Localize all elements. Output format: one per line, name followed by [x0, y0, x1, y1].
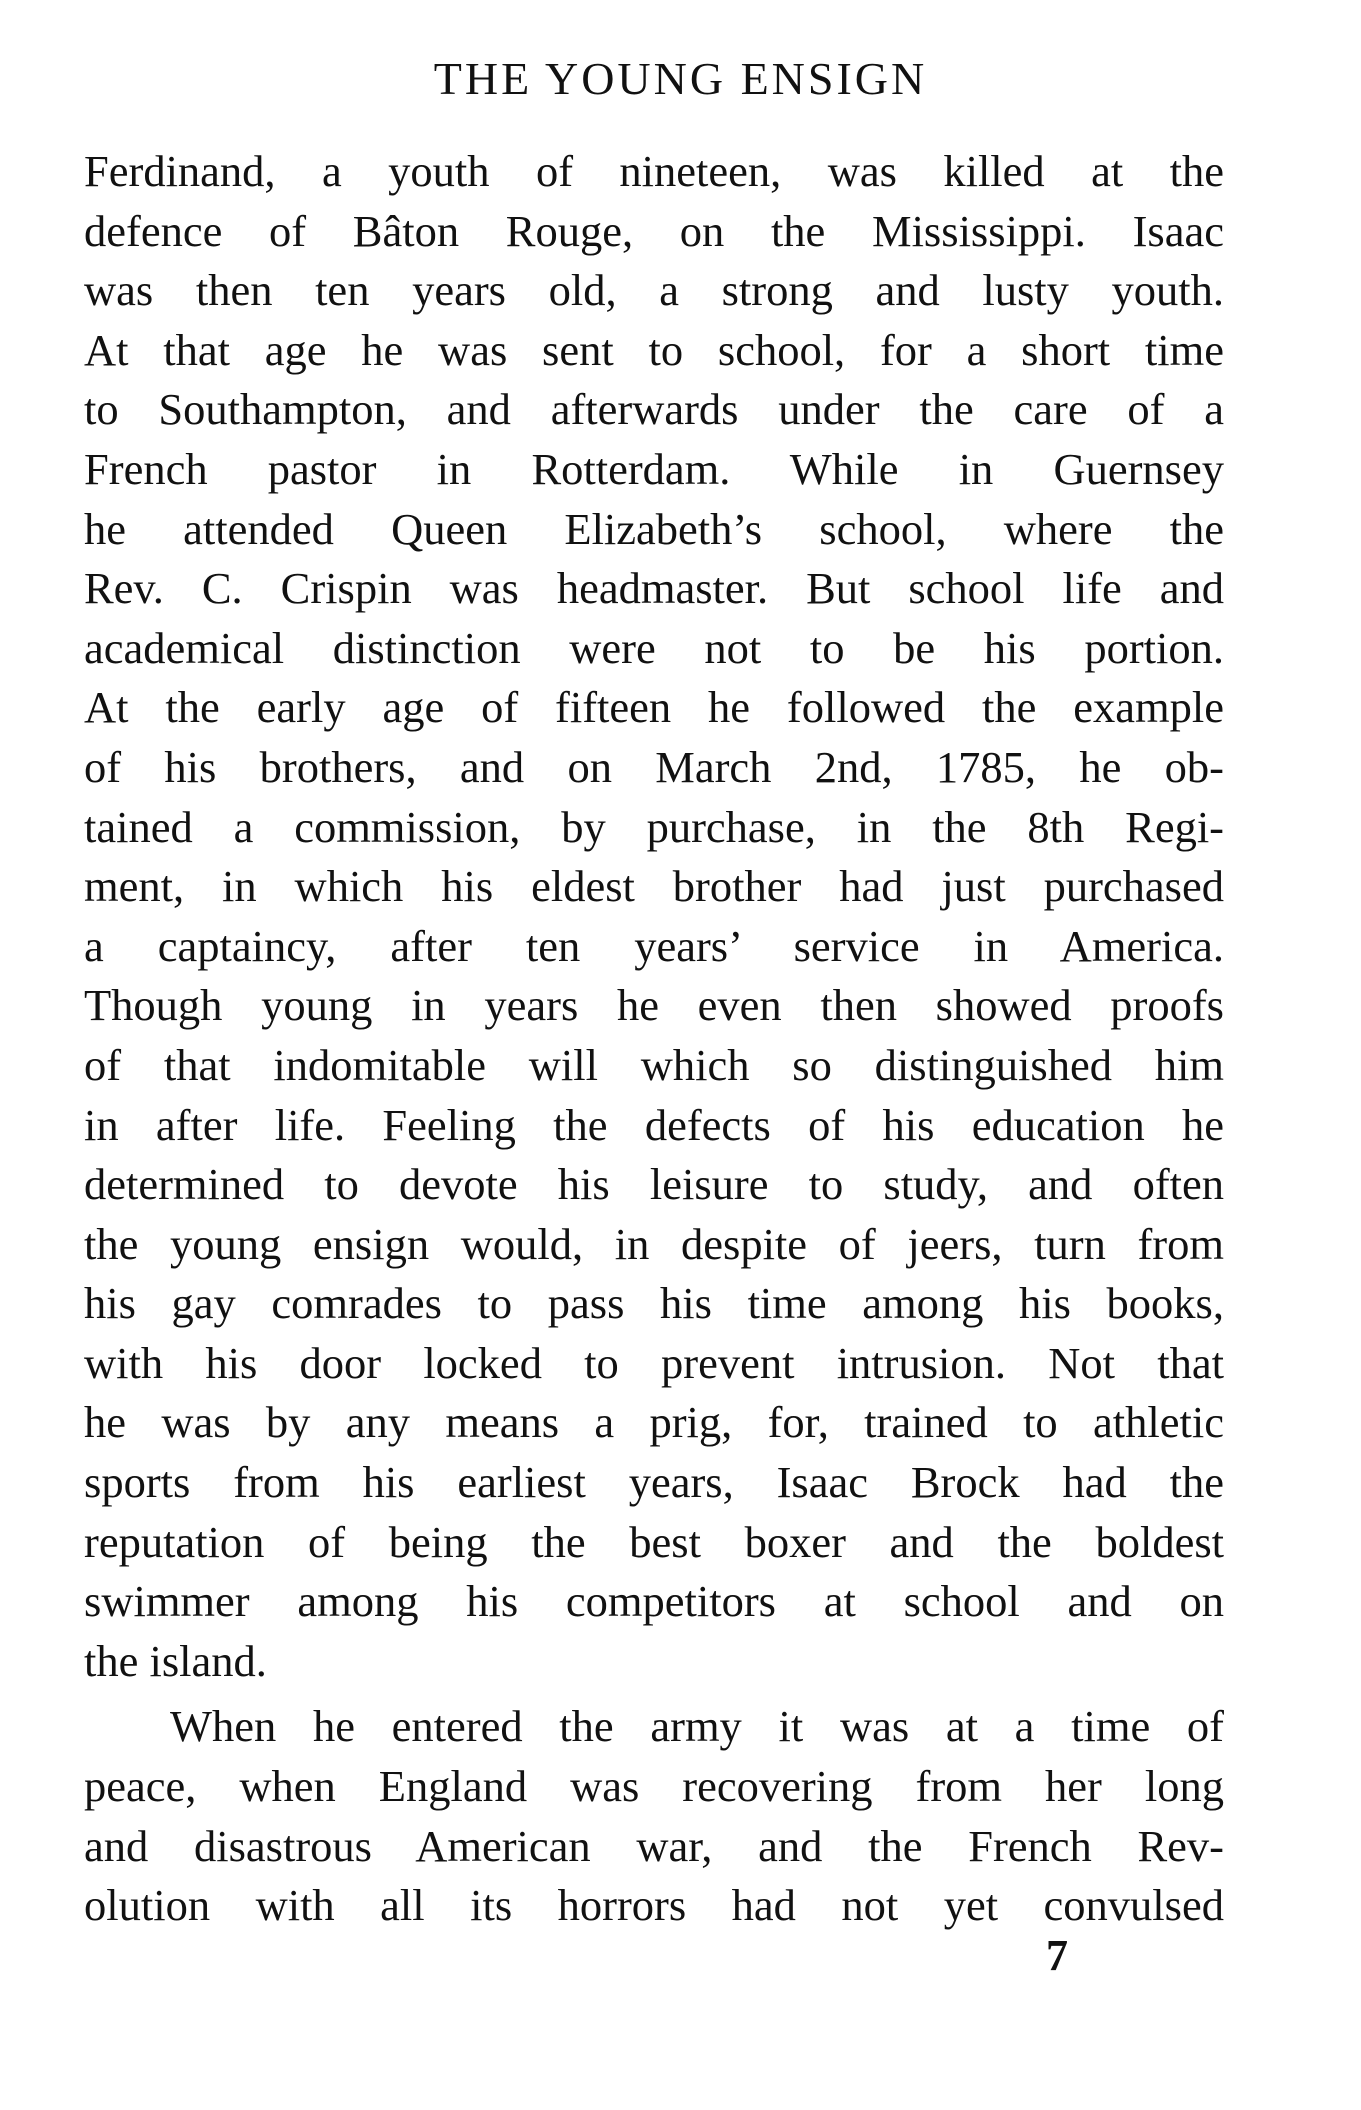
text-line: Rev. C. Crispin was headmaster. But school life and [84, 563, 1224, 614]
text-line: reputation of being the best boxer and the boldest [84, 1516, 1224, 1567]
text-line: Ferdinand, a youth of nineteen, was killed at the [84, 146, 1224, 196]
text-line: his gay comrades to pass his time among his books, [84, 1278, 1224, 1329]
text-line: to Southampton, and afterwards under the care of a [84, 384, 1224, 435]
text-line: with his door locked to prevent intrusion. Not that [84, 1337, 1224, 1388]
text-line: a captaincy, after ten years’ service in America. [84, 920, 1224, 971]
text-line: he attended Queen Elizabeth’s school, where the [84, 503, 1224, 554]
text-line: sports from his earliest years, Isaac Brock had the [84, 1457, 1224, 1508]
text-line: swimmer among his competitors at school and on [84, 1576, 1224, 1627]
text-line: peace, when England was recovering from her long [84, 1761, 1224, 1812]
text-line: the island. [84, 1635, 267, 1686]
text-line: determined to devote his leisure to study, and often [84, 1159, 1224, 1210]
body-text [84, 142, 1224, 1936]
text-line: was then ten years old, a strong and lusty youth. [84, 265, 1224, 316]
text-line: At the early age of fifteen he followed the example [84, 682, 1224, 733]
text-line: ment, in which his eldest brother had just purchased [84, 861, 1224, 912]
page-number: 7 [1046, 1931, 1068, 1980]
paragraph-1 [84, 142, 1224, 1691]
text-line: and disastrous American war, and the French Rev- [84, 1820, 1224, 1871]
text-line: French pastor in Rotterdam. While in Guernsey [84, 443, 1224, 494]
text-line: When he entered the army it was at a time of [170, 1701, 1224, 1752]
text-line: of his brothers, and on March 2nd, 1785, he ob- [84, 741, 1224, 792]
text-line: of that indomitable will which so distinguished him [84, 1039, 1224, 1090]
text-line: tained a commission, by purchase, in the 8th Regi- [84, 801, 1224, 852]
text-line: he was by any means a prig, for, trained to athletic [84, 1397, 1224, 1448]
text-line: defence of Bâton Rouge, on the Mississippi. Isaac [84, 205, 1224, 256]
paragraph-2 [84, 1697, 1224, 1935]
text-line: the young ensign would, in despite of jeers, turn from [84, 1218, 1224, 1269]
text-line: academical distinction were not to be his portion. [84, 622, 1224, 673]
text-line: in after life. Feeling the defects of his education he [84, 1099, 1224, 1150]
text-line: Though young in years he even then showed proofs [84, 980, 1224, 1031]
text-line: At that age he was sent to school, for a short time [84, 324, 1224, 375]
running-head: THE YOUNG ENSIGN [433, 53, 928, 104]
text-line: olution with all its horrors had not yet convulsed [84, 1880, 1224, 1931]
